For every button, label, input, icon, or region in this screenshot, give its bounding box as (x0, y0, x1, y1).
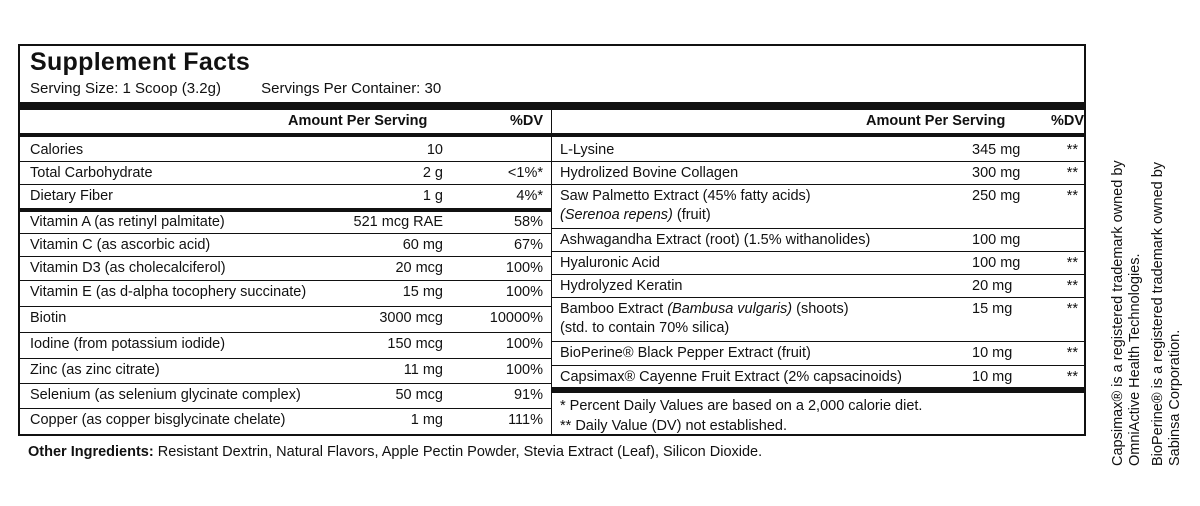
ingredient-name (560, 344, 811, 363)
right-header-amount: Amount Per Serving (866, 113, 1006, 129)
ingredient-dv: ** (1066, 255, 1078, 271)
nutrient-dv: 100% (505, 284, 543, 300)
row-divider (552, 228, 1086, 229)
trademark-line-3: BioPerine® is a registered trademark owned by (1150, 161, 1166, 466)
trademark-line-4: Sabinsa Corporation. (1167, 329, 1183, 466)
left-table-row (20, 162, 551, 184)
trademark-bioperine (1150, 162, 1184, 466)
ingredient-name (560, 300, 849, 338)
right-table-row (552, 342, 1086, 364)
ingredient-name-part: Saw Palmetto Extract (45% fatty acids) (560, 188, 811, 204)
serving-size: Serving Size: 1 Scoop (3.2g) (30, 80, 221, 97)
supplement-facts-panel (18, 44, 1086, 436)
right-table-row (552, 162, 1086, 184)
row-divider (552, 274, 1086, 275)
nutrient-dv: 10000% (489, 310, 543, 326)
left-table-row (20, 384, 551, 406)
right-header (552, 110, 1086, 132)
ingredient-amount: 250 mg (972, 188, 1021, 204)
nutrient-name: Copper (as copper bisglycinate chelate) (30, 412, 286, 428)
ingredient-name-part: Hydrolyzed Keratin (560, 278, 683, 294)
trademark-line-2: OmniActive Health Technologies. (1127, 253, 1143, 466)
ingredient-name-line2: (fruit) (672, 207, 711, 223)
left-table-row (20, 359, 551, 381)
row-divider (552, 341, 1086, 342)
ingredient-dv: ** (1066, 165, 1078, 181)
nutrient-name: Vitamin D3 (as cholecalciferol) (30, 260, 226, 276)
right-table-row (552, 252, 1086, 274)
ingredient-name-part: BioPerine® Black Pepper Extract (fruit) (560, 345, 811, 361)
left-table-row (20, 281, 551, 303)
left-header-amount: Amount Per Serving (288, 113, 428, 129)
nutrient-dv: 91% (513, 387, 543, 403)
left-header-bar (20, 133, 551, 137)
nutrient-name: Calories (30, 142, 84, 158)
right-table-row (552, 275, 1086, 297)
ingredient-latin-name: (Bambusa vulgaris) (667, 301, 793, 317)
nutrient-dv: 67% (513, 237, 543, 253)
ingredient-dv: ** (1066, 142, 1078, 158)
ingredient-name (560, 231, 870, 250)
nutrient-dv: 100% (505, 336, 543, 352)
ingredient-name-part: Ashwagandha Extract (root) (1.5% withanolides) (560, 232, 871, 248)
left-table-row (20, 211, 551, 233)
right-header-bar (552, 133, 1086, 137)
ingredient-name (560, 141, 614, 160)
left-table-row (20, 257, 551, 279)
ingredient-amount: 15 mg (972, 301, 1013, 317)
nutrient-name: Total Carbohydrate (30, 165, 153, 181)
ingredient-name-part: Capsimax® Cayenne Fruit Extract (2% capsacinoids) (560, 369, 902, 385)
nutrient-name: Vitamin A (as retinyl palmitate) (30, 214, 225, 230)
row-divider (552, 184, 1086, 185)
left-table-row (20, 409, 551, 431)
nutrient-amount: 150 mcg (387, 336, 443, 352)
other-ingredients (28, 444, 762, 460)
nutrient-amount: 2 g (422, 165, 443, 181)
ingredient-amount: 10 mg (972, 345, 1013, 361)
nutrient-amount: 10 (426, 142, 443, 158)
left-table-row (20, 185, 551, 207)
ingredient-name-line2: (std. to contain 70% silica) (560, 320, 730, 336)
left-header-dv: %DV (509, 113, 543, 129)
ingredient-dv: ** (1066, 278, 1078, 294)
nutrient-name: Biotin (30, 310, 67, 326)
nutrient-amount: 1 mg (410, 412, 443, 428)
ingredient-name-part: (shoots) (792, 301, 849, 317)
ingredient-name (560, 187, 811, 225)
nutrient-amount: 3000 mcg (379, 310, 443, 326)
row-divider (552, 297, 1086, 298)
ingredient-dv: ** (1066, 301, 1078, 317)
right-table-row (552, 298, 1086, 336)
right-bottom-bar (552, 387, 1086, 393)
nutrient-amount: 11 mg (403, 362, 443, 378)
nutrient-dv: 111% (508, 412, 543, 428)
trademark-line-1: Capsimax® is a registered trademark owned by (1110, 160, 1126, 466)
right-table-row (552, 229, 1086, 251)
nutrient-dv: 58% (513, 214, 543, 230)
right-header-dv: %DV (1050, 113, 1084, 129)
left-header (20, 110, 551, 132)
ingredient-amount: 10 mg (972, 369, 1013, 385)
serving-info (30, 80, 477, 97)
nutrient-amount: 15 mg (402, 284, 443, 300)
ingredient-dv: ** (1066, 188, 1078, 204)
ingredient-amount: 20 mg (972, 278, 1013, 294)
other-ingredients-list: Resistant Dextrin, Natural Flavors, Apple Pectin Powder, Stevia Extract (Leaf), Silicon Dioxide. (153, 444, 763, 460)
nutrient-name: Zinc (as zinc citrate) (30, 362, 160, 378)
right-table-row (552, 139, 1086, 161)
nutrient-amount: 1 g (422, 188, 443, 204)
nutrient-name: Dietary Fiber (30, 188, 113, 204)
ingredient-amount: 345 mg (972, 142, 1021, 158)
row-divider (552, 251, 1086, 252)
left-table-row (20, 307, 551, 329)
nutrient-dv: 100% (505, 362, 543, 378)
ingredient-name (560, 254, 660, 273)
other-ingredients-label: Other Ingredients: (28, 444, 154, 460)
nutrient-dv: 100% (505, 260, 543, 276)
panel-title: Supplement Facts (30, 48, 251, 76)
nutrient-amount: 50 mcg (395, 387, 443, 403)
footnote-not-established: ** Daily Value (DV) not established. (560, 418, 788, 434)
nutrient-dv: <1%* (507, 165, 543, 181)
ingredient-dv: ** (1066, 369, 1078, 385)
row-divider (552, 161, 1086, 162)
ingredient-amount: 100 mg (972, 232, 1021, 248)
right-table-row (552, 185, 1086, 223)
row-divider (552, 365, 1086, 366)
left-table-row (20, 234, 551, 256)
nutrient-amount: 60 mg (402, 237, 443, 253)
ingredient-name (560, 368, 902, 387)
trademark-capsimax (1110, 160, 1144, 466)
ingredient-name-part: L-Lysine (560, 142, 615, 158)
nutrient-name: Iodine (from potassium iodide) (30, 336, 226, 352)
ingredient-name-part: Bamboo Extract (560, 301, 668, 317)
left-table-row (20, 139, 551, 161)
ingredient-name (560, 164, 738, 183)
ingredient-name-part: Hyaluronic Acid (560, 255, 660, 271)
left-table-row (20, 333, 551, 355)
nutrient-amount: 521 mcg RAE (353, 214, 443, 230)
ingredient-latin-name: (Serenoa repens) (560, 207, 673, 223)
ingredient-amount: 300 mg (972, 165, 1021, 181)
right-table-row (552, 366, 1086, 388)
ingredient-dv: ** (1066, 345, 1078, 361)
nutrient-amount: 20 mcg (395, 260, 443, 276)
nutrient-name: Vitamin C (as ascorbic acid) (30, 237, 211, 253)
nutrient-name: Selenium (as selenium glycinate complex) (30, 387, 301, 403)
top-thick-bar (20, 102, 1086, 110)
ingredient-amount: 100 mg (972, 255, 1021, 271)
ingredient-name-part: Hydrolized Bovine Collagen (560, 165, 739, 181)
nutrient-name: Vitamin E (as d-alpha tocophery succinate) (30, 284, 307, 300)
ingredient-name (560, 277, 683, 296)
nutrient-dv: 4%* (516, 188, 543, 204)
servings-per-container: Servings Per Container: 30 (261, 80, 442, 97)
footnote-dv: * Percent Daily Values are based on a 2,000 calorie diet. (560, 398, 923, 414)
